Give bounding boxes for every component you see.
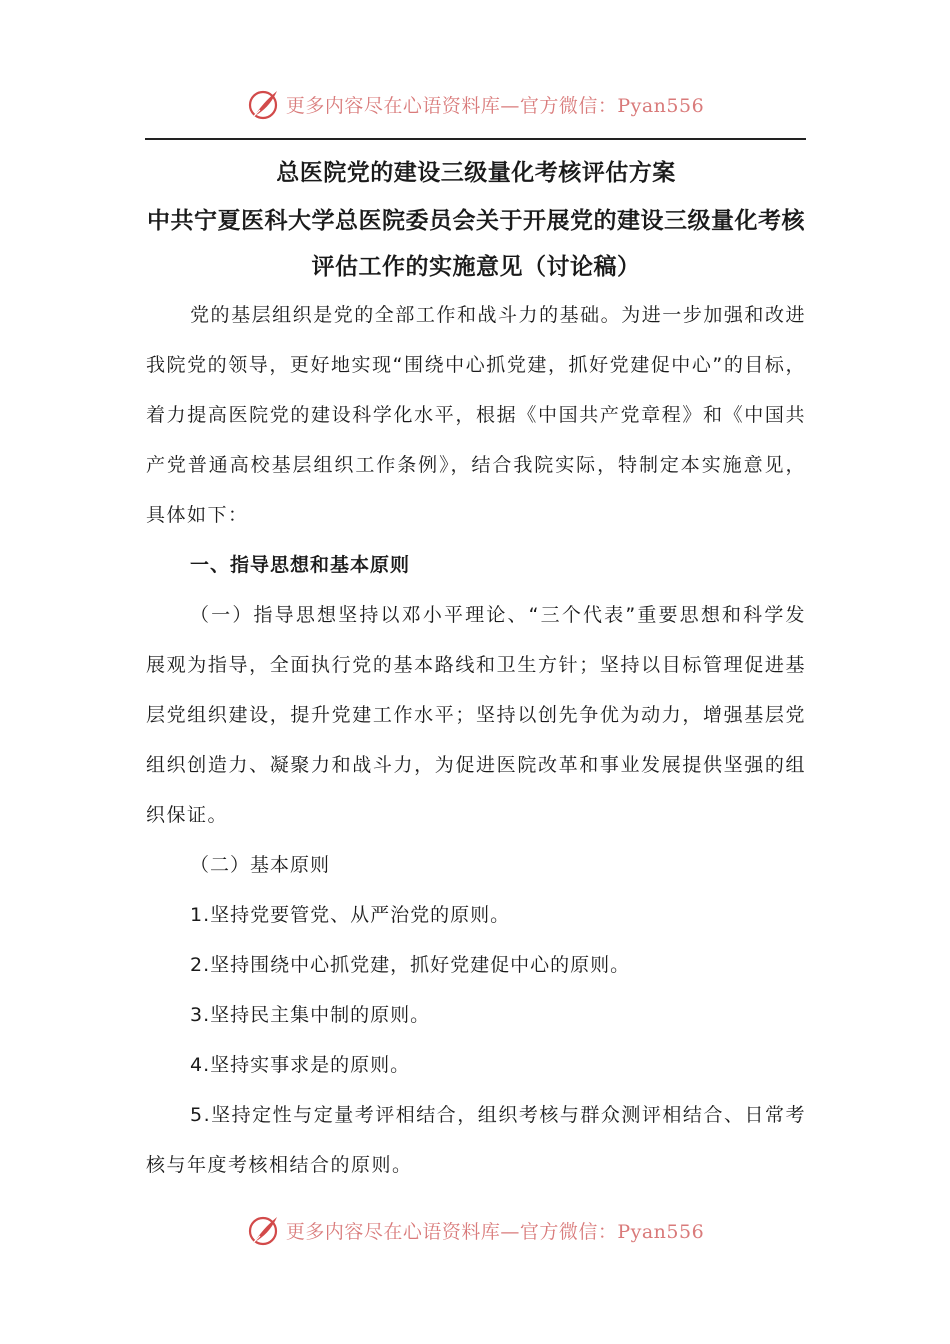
principle-item: 5.坚持定性与定量考评相结合，组织考核与群众测评相结合、日常考核与年度考核相结合的原则。 [146,1104,806,1176]
header-watermark-text: 更多内容尽在心语资料库—官方微信：Pyan556 [285,94,705,117]
header-divider [145,138,806,140]
principles-heading: （二）基本原则 [190,854,331,876]
document-title: 总医院党的建设三级量化考核评估方案 [276,160,676,186]
guiding-thought-paragraph: （一）指导思想坚持以邓小平理论、“三个代表”重要思想和科学发展观为指导，全面执行党的基本路线和卫生方针；坚持以目标管理促进基层党组织建设，提升党建工作水平；坚持以创先争优为动力，增强基层党组织创造力、凝聚力和战斗力，为促进医院改革和事业发展提供坚强的组织保证。 [146,604,806,826]
principle-item: 4.坚持实事求是的原则。 [190,1054,411,1076]
principle-item: 1.坚持党要管党、从严治党的原则。 [190,904,511,926]
principle-item: 3.坚持民主集中制的原则。 [190,1004,431,1026]
pen-feather-logo-icon [246,1212,282,1248]
principle-item: 2.坚持围绕中心抓党建，抓好党建促中心的原则。 [190,954,631,976]
document-subtitle: 中共宁夏医科大学总医院委员会关于开展党的建设三级量化考核评估工作的实施意见（讨论稿） [147,208,805,280]
footer-watermark-banner [0,1210,950,1250]
header-watermark-banner [0,84,950,124]
document-body [146,150,806,1190]
pen-feather-logo-icon [246,86,282,122]
footer-watermark-text: 更多内容尽在心语资料库—官方微信：Pyan556 [285,1220,705,1243]
intro-paragraph: 党的基层组织是党的全部工作和战斗力的基础。为进一步加强和改进我院党的领导，更好地实现“围绕中心抓党建，抓好党建促中心”的目标，着力提高医院党的建设科学化水平，根据《中国共产党章程》和《中国共产党普通高校基层组织工作条例》，结合我院实际，特制定本实施意见，具体如下： [146,304,806,526]
section-heading-1: 一、指导思想和基本原则 [190,554,411,576]
